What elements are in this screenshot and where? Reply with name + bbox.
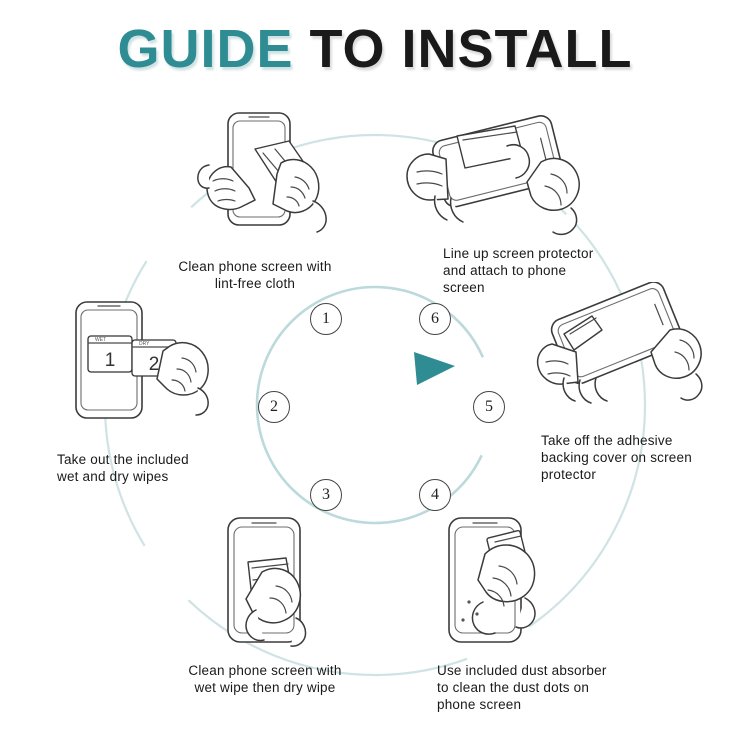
step-number-6: 6 [419, 303, 451, 335]
illustration-step-6 [385, 110, 605, 240]
inner-flow-circle [257, 287, 493, 523]
caption-step-3: Clean phone screen with wet wipe then dry wipe [188, 663, 342, 695]
illustration-step-4 [425, 510, 590, 650]
illustration-step-5 [520, 282, 710, 432]
svg-text:2: 2 [148, 354, 160, 375]
illustration-step-2 [58, 296, 238, 431]
step-number-2: 2 [258, 391, 290, 423]
caption-step-6: Line up screen protector and attach to phone screen [443, 246, 594, 295]
flow-arrow-icon [414, 352, 455, 385]
caption-step-5: Take off the adhesive backing cover on screen protector [541, 433, 692, 482]
step-number-5: 5 [473, 391, 505, 423]
title-dark-words: TO INSTALL [293, 19, 633, 79]
step-number-4: 4 [419, 479, 451, 511]
svg-text:WET: WET [95, 337, 107, 343]
step-number-3: 3 [310, 479, 342, 511]
caption-step-1: Clean phone screen with lint-free cloth [178, 259, 332, 291]
illustration-step-1 [185, 105, 355, 240]
svg-text:1: 1 [104, 350, 116, 371]
illustration-step-3 [190, 510, 355, 650]
caption-step-2: Take out the included wet and dry wipes [57, 452, 189, 484]
step-number-1: 1 [310, 303, 342, 335]
caption-step-4: Use included dust absorber to clean the dust dots on phone screen [437, 663, 607, 712]
title-accent-word: GUIDE [117, 19, 294, 79]
svg-text:DRY: DRY [139, 341, 150, 347]
